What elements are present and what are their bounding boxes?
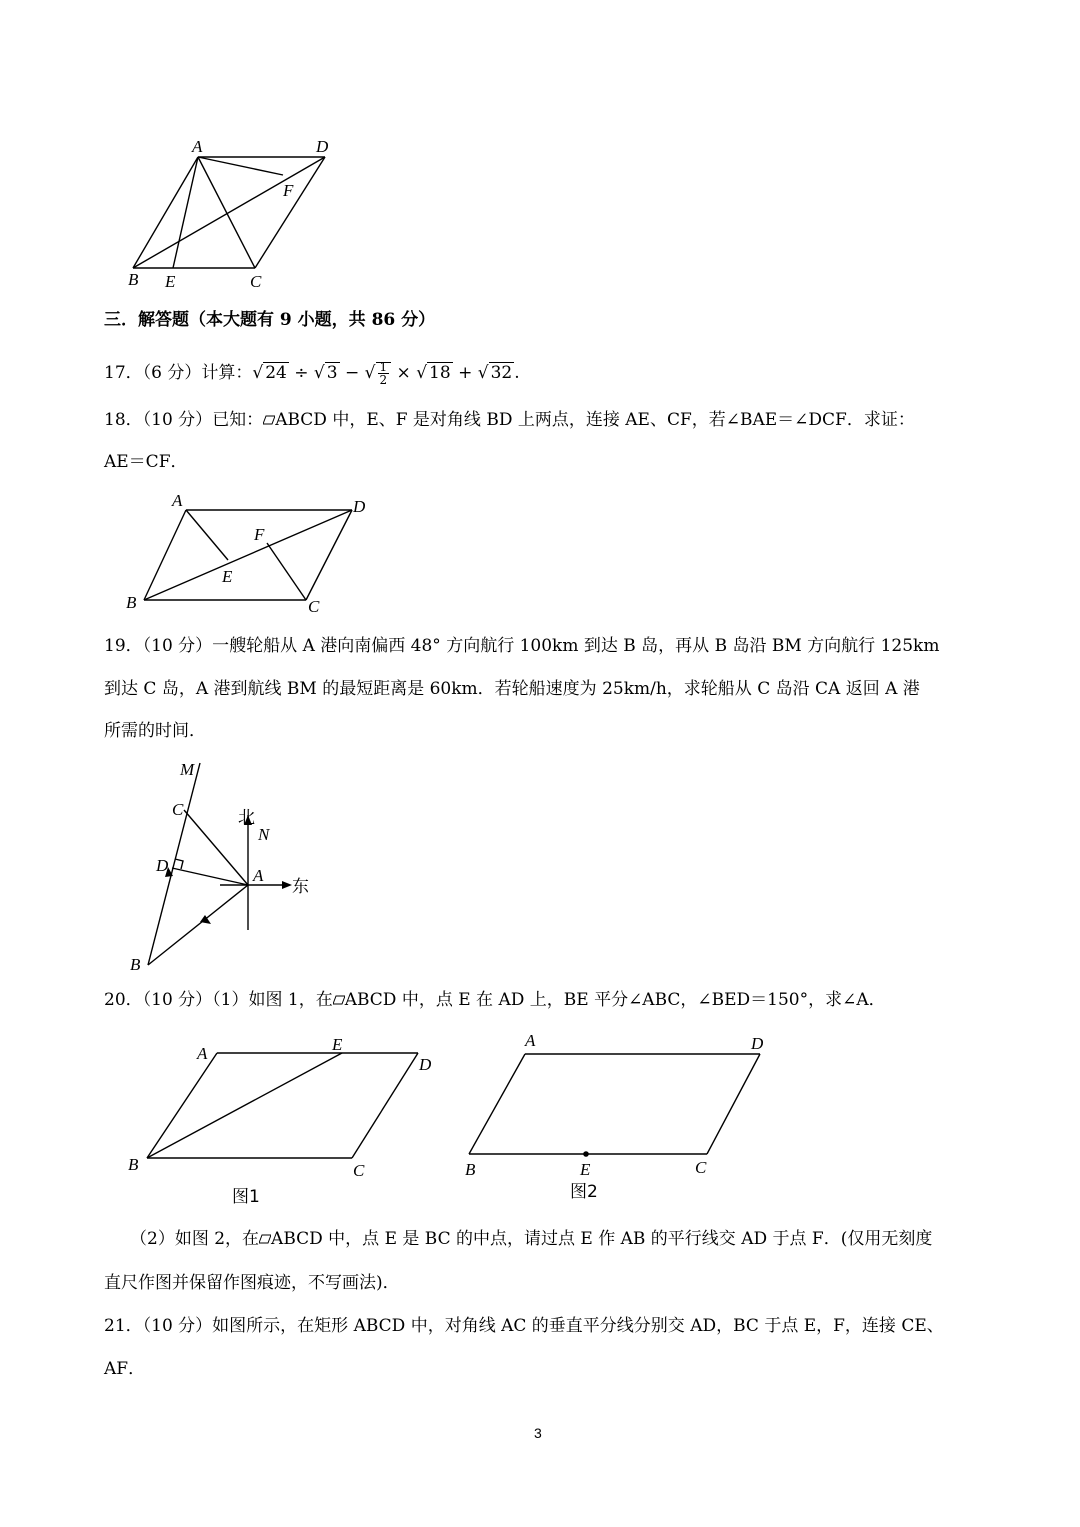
- q17-op4: +: [458, 363, 473, 383]
- label-B: B: [126, 593, 137, 612]
- label-M: M: [180, 760, 195, 779]
- caption-fig1: 图1: [232, 1187, 260, 1207]
- q18-num: 18．: [104, 410, 143, 430]
- label-F: F: [283, 181, 294, 200]
- figure-q18-parallelogram: [120, 490, 380, 620]
- q17-frac-num: 1: [379, 360, 388, 374]
- q20-text-b: ABCD 中，点 E 在 AD 上，BE 平分∠ABC，∠BED＝150°，求∠A．: [344, 990, 886, 1010]
- figure-q20-fig2: [455, 1025, 785, 1210]
- label-E: E: [165, 272, 176, 291]
- parallelogram-symbol: [333, 995, 345, 1005]
- q17-sqrt1: 24: [265, 363, 287, 383]
- q17-sqrt4: 32: [490, 363, 513, 383]
- q17-frac-den: 2: [379, 373, 388, 387]
- q17-num: 17．: [104, 363, 143, 383]
- figure-q16-parallelogram: [120, 130, 350, 295]
- q20-p2-text-a: （2）如图 2，在: [130, 1229, 260, 1249]
- page-number: 3: [534, 1425, 542, 1441]
- label-B: B: [128, 1155, 139, 1174]
- q17-op3: ×: [396, 363, 411, 383]
- question-19-line3: 所需的时间．: [104, 721, 206, 741]
- question-21-line2: AF．: [104, 1359, 146, 1379]
- label-D: D: [751, 1034, 764, 1053]
- label-D: D: [316, 137, 329, 156]
- question-17: 17．（6 分）计算：√ 24 ÷ √ 3 − √ $\frac{1}{2}$ × √ 18 + √ 32 .: [104, 360, 520, 387]
- q17-op1: ÷: [294, 363, 309, 383]
- q20-text-a: 20．（10 分）（1）如图 1，在: [104, 990, 333, 1010]
- label-E: E: [222, 567, 233, 586]
- label-east: 东: [292, 877, 309, 896]
- q20-p2-text-b: ABCD 中，点 E 是 BC 的中点，请过点 E 作 AB 的平行线交 AD 于点 F．(仅用无刻度: [271, 1229, 933, 1249]
- label-E: E: [580, 1160, 591, 1179]
- label-B: B: [130, 955, 141, 974]
- caption-fig2: 图2: [570, 1182, 598, 1202]
- label-A: A: [192, 137, 203, 156]
- label-D: D: [353, 497, 366, 516]
- label-B: B: [465, 1160, 476, 1179]
- q17-prefix: 计算：: [201, 363, 253, 383]
- label-C: C: [353, 1161, 365, 1180]
- label-N: N: [258, 825, 270, 844]
- label-A: A: [172, 491, 183, 510]
- q17-score: （6 分）: [142, 363, 202, 383]
- label-B: B: [128, 270, 139, 289]
- question-19-line1: 19．（10 分）一艘轮船从 A 港向南偏西 48° 方向航行 100km 到达 B 岛，再从 B 岛沿 BM 方向航行 125km: [104, 636, 940, 656]
- figure-q20-fig1: [120, 1030, 450, 1210]
- question-21-line1: 21．（10 分）如图所示，在矩形 ABCD 中，对角线 AC 的垂直平分线分别交 AD，BC 于点 E，F，连接 CE、: [104, 1316, 944, 1336]
- q17-sqrt2: 3: [326, 363, 338, 383]
- label-C: C: [172, 800, 184, 819]
- q17-end: .: [514, 363, 520, 383]
- label-C: C: [695, 1158, 707, 1177]
- label-A: A: [197, 1044, 208, 1063]
- label-A: A: [253, 866, 264, 885]
- label-F: F: [254, 525, 265, 544]
- label-north: 北: [238, 808, 255, 827]
- q18-text-b: ABCD 中，E、F 是对角线 BD 上两点，连接 AE、CF，若∠BAE＝∠DCF．求证：: [275, 410, 915, 430]
- question-19-line2: 到达 C 岛，A 港到航线 BM 的最短距离是 60km．若轮船速度为 25km/h，求轮船从 C 岛沿 CA 返回 A 港: [104, 679, 920, 699]
- q18-score: （10 分）: [142, 410, 213, 430]
- q18-text-a: 已知：: [212, 410, 264, 430]
- label-A: A: [525, 1031, 536, 1050]
- question-18-line1: [104, 408, 915, 432]
- q17-op2: −: [345, 363, 360, 383]
- section-heading: 三．解答题（本大题有 9 小题，共 86 分）: [104, 310, 436, 330]
- question-20-part2-line2: 直尺作图并保留作图痕迹，不写画法)．: [104, 1273, 400, 1293]
- label-D: D: [156, 856, 169, 875]
- label-C: C: [308, 597, 320, 616]
- q17-sqrt3: 18: [429, 363, 451, 383]
- question-20-line1: [104, 988, 886, 1012]
- parallelogram-symbol: [259, 1234, 271, 1244]
- label-E: E: [332, 1035, 343, 1054]
- question-18-line2: AE＝CF．: [104, 452, 188, 472]
- label-D: D: [419, 1055, 432, 1074]
- question-20-part2-line1: [130, 1227, 932, 1251]
- parallelogram-symbol: [263, 415, 275, 425]
- figure-q19-navigation: [120, 755, 330, 980]
- label-C: C: [250, 272, 262, 291]
